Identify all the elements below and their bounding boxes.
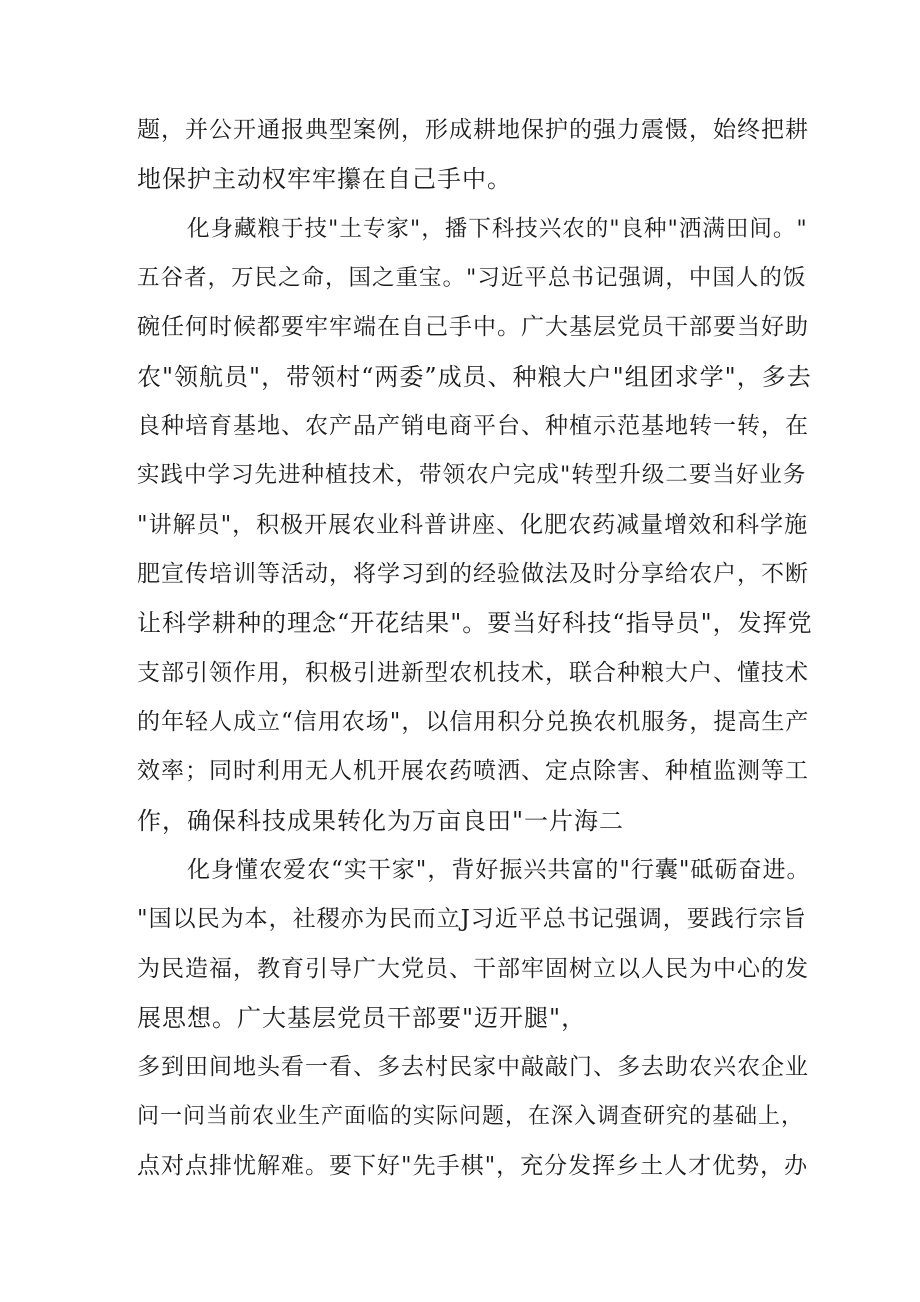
text-line: 实践中学习先进种植技术，带领农户完成"转型升级二要当好业务 — [137, 462, 807, 488]
text-line: 支部引领作用，积极引进新型农机技术，联合种粮大户、懂技术 — [137, 660, 809, 686]
text-line: 题，并公开通报典型案例，形成耕地保护的强力震慑，始终把耕 — [137, 117, 809, 143]
text-line: 点对点排忧解难。要下好"先手棋"，充分发挥乡土人才优势，办 — [137, 1153, 809, 1179]
text-line: 问一问当前农业生产面临的实际问题，在深入调查研究的基础上， — [137, 1104, 805, 1129]
text-line: "讲解员"，积极开展农业科普讲座、化肥农药减量增效和科学施 — [137, 512, 809, 538]
text-line: 良种培育基地、农产品产销电商平台、种植示范基地转一转，在 — [137, 413, 809, 439]
text-line: 多到田间地头看一看、多去村民家中敲敲门、多去助农兴农企业 — [137, 1054, 809, 1080]
text-line: 五谷者，万民之命，国之重宝。"习近平总书记强调，中国人的饭 — [137, 265, 807, 291]
text-line: "国以民为本，社稷亦为民而立J习近平总书记强调，要践行宗旨 — [137, 906, 807, 932]
text-line: 展思想。广大基层党员干部要"迈开腿"， — [137, 1004, 587, 1032]
paragraph-start-line: 化身藏粮于技"土专家"，播下科技兴农的"良种"洒满田间。" — [187, 216, 808, 242]
text-line: 让科学耕种的理念“开花结果"。要当好科技“指导员"，发挥党 — [137, 609, 813, 637]
paragraph-start-line: 化身懂农爱农“实干家"，背好振兴共富的"行囊"砥砺奋进。 — [187, 857, 811, 883]
text-line: 效率；同时利用无人机开展农药喷洒、定点除害、种植监测等工 — [137, 758, 809, 784]
text-line: 肥宣传培训等活动，将学习到的经验做法及时分享给农户，不断 — [137, 561, 809, 587]
text-line: 碗任何时候都要牢牢端在自己手中。广大基层党员干部要当好助 — [137, 314, 809, 340]
text-line: 为民造福，教育引导广大党员、干部牢固树立以人民为中心的发 — [137, 956, 809, 982]
text-line: 的年轻人成立“信用农场"，以信用积分兑换农机服务，提高生产 — [137, 709, 810, 735]
text-line: 作，确保科技成果转化为万亩良田"一片海二 — [137, 807, 625, 835]
text-line: 地保护主动权牢牢攥在自己手中。 — [137, 165, 512, 193]
text-line: 农"领航员"，带领村“两委”成员、种粮大户"组团求学"，多去 — [137, 363, 812, 391]
